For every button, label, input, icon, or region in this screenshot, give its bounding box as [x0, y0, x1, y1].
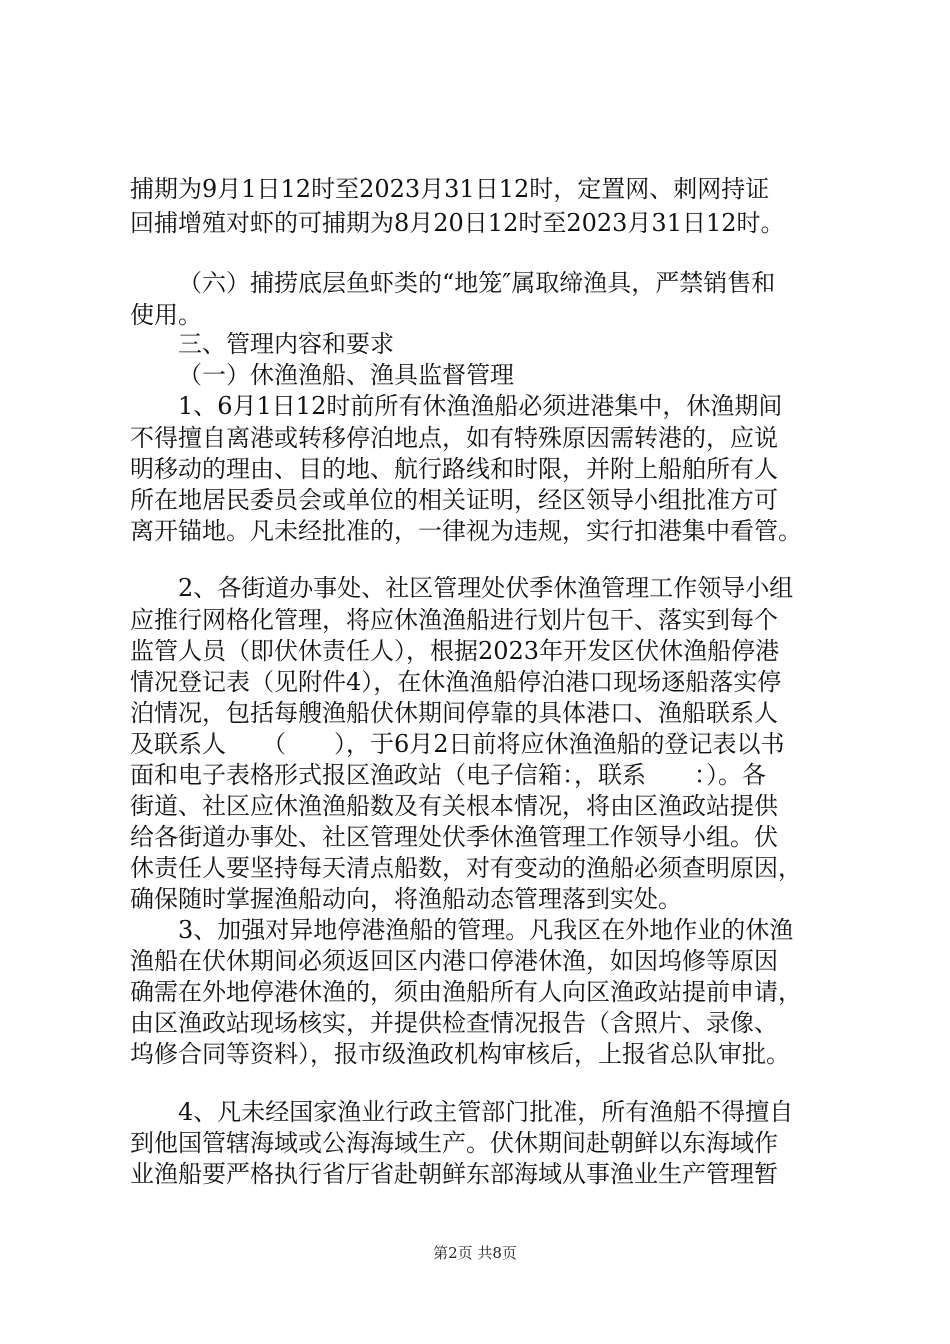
text-line: 1、6月1日12时前所有休渔渔船必须进港集中，休渔期间 [178, 392, 783, 420]
text-line: 坞修合同等资料），报市级渔政机构审核后，上报省总队审批。 [130, 1040, 790, 1068]
text-line: 休责任人要坚持每天清点船数，对有变动的渔船必须查明原因， [130, 854, 802, 882]
text-line: 回捕增殖对虾的可捕期为8月20日12时至2023月31日12时。 [130, 209, 785, 237]
text-line: 所在地居民委员会或单位的相关证明，经区领导小组批准方可 [130, 486, 778, 514]
text-line: 及联系人 （ ），于6月2日前将应休渔渔船的登记表以书 [130, 730, 785, 758]
text-line: 离开锚地。凡未经批准的，一律视为违规，实行扣港集中看管。 [130, 517, 802, 545]
text-line: 2、各街道办事处、社区管理处伏季休渔管理工作领导小组 [178, 574, 794, 602]
text-line: 确保随时掌握渔船动向，将渔船动态管理落到实处。 [130, 885, 682, 913]
text-line: 确需在外地停港休渔的，须由渔船所有人向区渔政站提前申请， [130, 978, 802, 1006]
section-heading: 三、管理内容和要求 [178, 330, 394, 358]
text-line: 由区渔政站现场核实，并提供检查情况报告（含照片、录像、 [130, 1009, 778, 1037]
text-line: 捕期为9月1日12时至2023月31日12时，定置网、刺网持证 [130, 175, 770, 203]
text-line: 4、凡未经国家渔业行政主管部门批准，所有渔船不得擅自 [178, 1098, 794, 1126]
text-line: 渔船在伏休期间必须返回区内港口停港休渔，如因坞修等原因 [130, 947, 778, 975]
text-line: 街道、社区应休渔渔船数及有关根本情况，将由区渔政站提供 [130, 792, 778, 820]
text-line: 应推行网格化管理，将应休渔渔船进行划片包干、落实到每个 [130, 606, 778, 634]
text-line: 不得擅自离港或转移停泊地点，如有特殊原因需转港的，应说 [130, 424, 778, 452]
page-number-footer: 第2页 共8页 [433, 1244, 517, 1262]
text-line: 面和电子表格形式报区渔政站（电子信箱：，联系 ：）。各 [130, 761, 766, 789]
paragraph-heading: （六）捕捞底层鱼虾类的“地笼″属取缔渔具，严禁销售和 [178, 269, 776, 297]
text-line: 情况登记表（见附件4），在休渔渔船停泊港口现场逐船落实停 [130, 668, 782, 696]
text-line: 泊情况，包括每艘渔船伏休期间停靠的具体港口、渔船联系人 [130, 699, 778, 727]
text-line: 监管人员（即伏休责任人），根据2023年开发区伏休渔船停港 [130, 637, 780, 665]
text-line: 给各街道办事处、社区管理处伏季休渔管理工作领导小组。伏 [130, 823, 778, 851]
text-line: 使用。 [130, 301, 202, 329]
text-line: 明移动的理由、目的地、航行路线和时限，并附上船舶所有人 [130, 455, 778, 483]
text-line: 3、加强对异地停港渔船的管理。凡我区在外地作业的休渔 [178, 916, 794, 944]
subsection-heading: （一）休渔渔船、渔具监督管理 [178, 361, 514, 389]
text-line: 业渔船要严格执行省厅省赴朝鲜东部海域从事渔业生产管理暂 [130, 1160, 778, 1188]
text-line: 到他国管辖海域或公海海域生产。伏休期间赴朝鲜以东海域作 [130, 1129, 778, 1157]
